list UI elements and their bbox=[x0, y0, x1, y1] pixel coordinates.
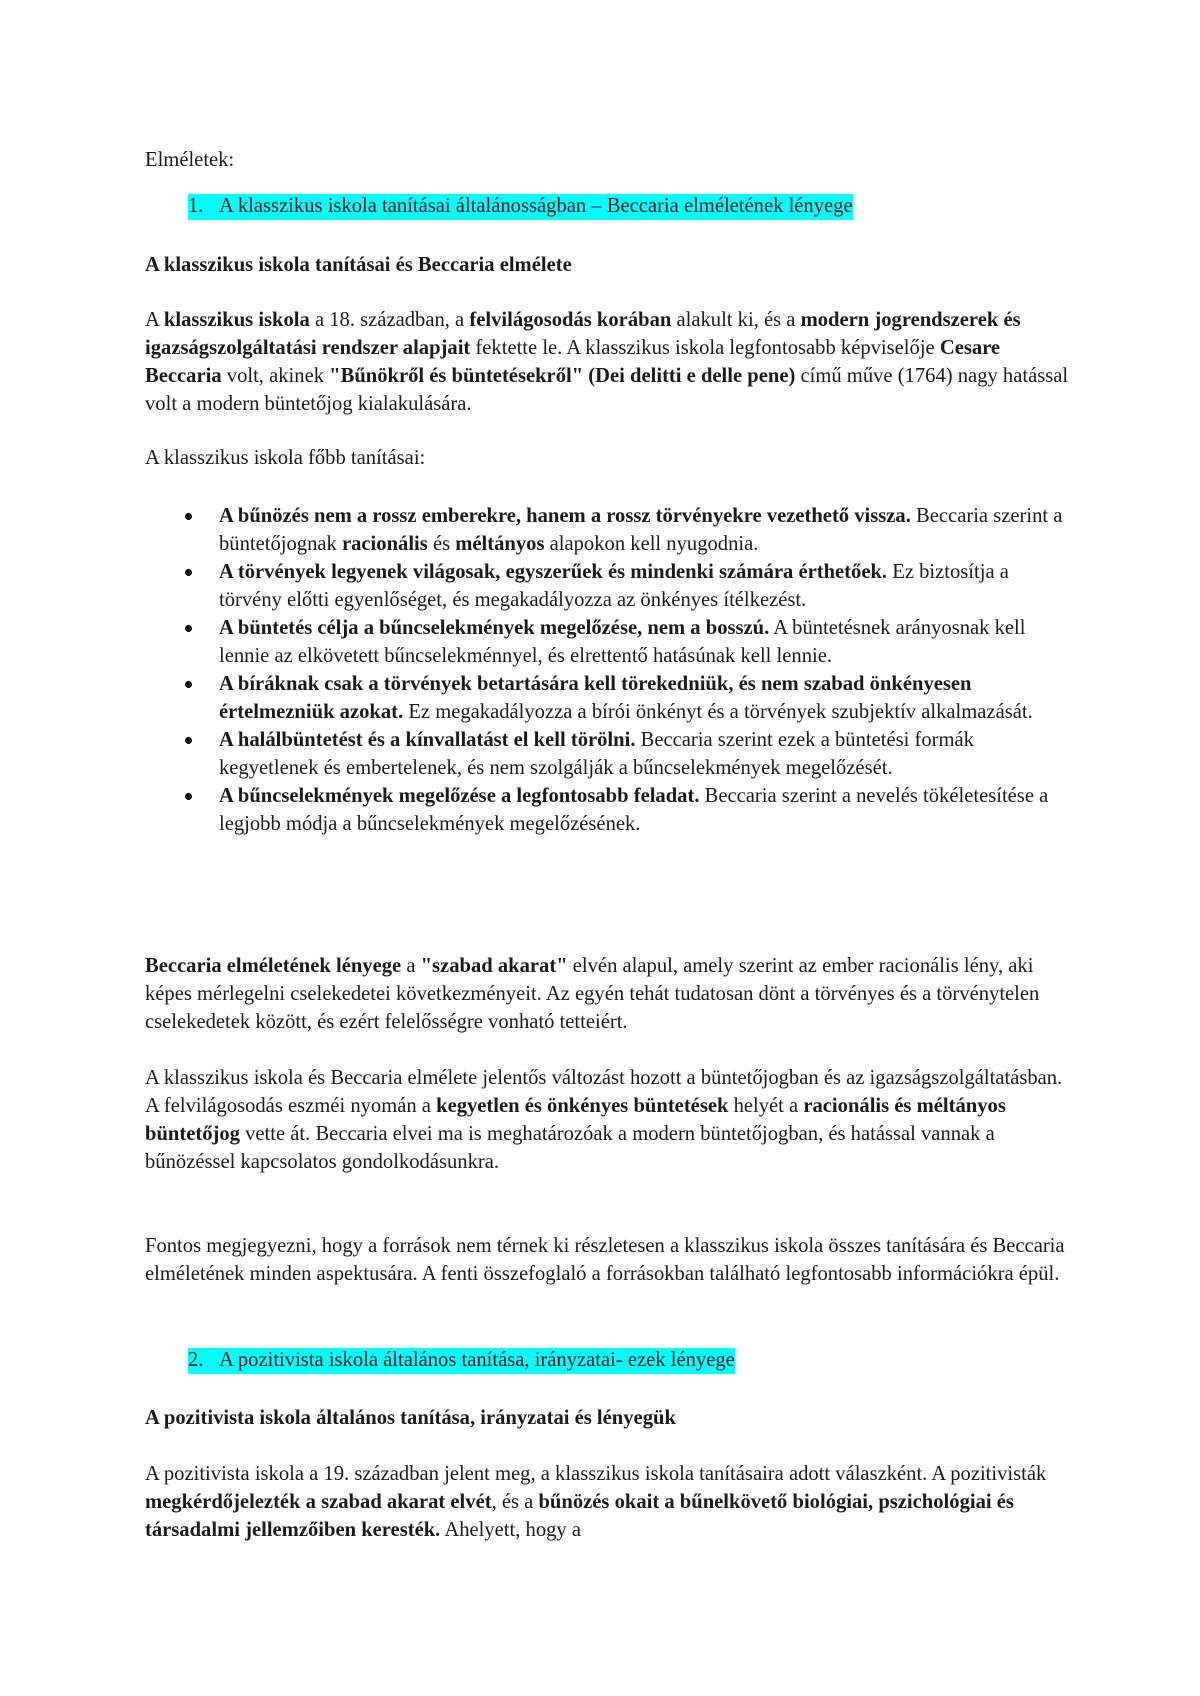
bullet-icon bbox=[185, 737, 192, 744]
list-item: A halálbüntetést és a kínvallatást el kell törölni. Beccaria szerint ezek a büntetési formák kegyetlenek és embertelenek, és nem szolgálják a bűncselekmények megelőzését. bbox=[145, 726, 1075, 782]
section-heading-1: A klasszikus iskola tanításai és Beccaria elmélete bbox=[145, 254, 572, 276]
paragraph-4: A klasszikus iskola és Beccaria elmélete jelentős változást hozott a büntetőjogban és az igazságszolgáltatásban. A felvilágosodás eszméi nyomán a kegyetlen és önkényes büntetések helyét a racionális és méltányos büntetőjog vette át. Beccaria elvei ma is meghatározóak a modern büntetőjogban, és hatással vannak a bűnözéssel kapcsolatos gondolkodásunkra. bbox=[145, 1067, 1063, 1173]
bullet-icon bbox=[185, 681, 192, 688]
list-item-1-number: 1. bbox=[188, 195, 204, 217]
bullet-icon bbox=[185, 513, 192, 520]
list-item-1-title: A klasszikus iskola tanításai általánosságban – Beccaria elméletének lényege bbox=[219, 195, 853, 217]
paragraph-6: A pozitivista iskola a 19. században jelent meg, a klasszikus iskola tanításaira adott válaszként. A pozitivisták megkérdőjelezték a szabad akarat elvét, és a bűnözés okait a bűnelkövető biológiai, pszichológiai és társadalmi jellemzőiben keresték. Ahelyett, hogy a bbox=[145, 1463, 1047, 1541]
bullet-icon bbox=[185, 569, 192, 576]
bullet-list bbox=[145, 502, 1075, 838]
paragraph-5: Fontos megjegyezni, hogy a források nem térnek ki részletesen a klasszikus iskola összes tanítására és Beccaria elméletének minden aspektusára. A fenti összefoglaló a forrásokban található legfontosabb információkra épül. bbox=[145, 1235, 1065, 1285]
list-item-1-heading bbox=[188, 192, 853, 220]
list-item-2-heading bbox=[188, 1346, 735, 1374]
list-item: A bűnözés nem a rossz emberekre, hanem a rossz törvényekre vezethető vissza. Beccaria szerint a büntetőjognak racionális és méltányos alapokon kell nyugodnia. bbox=[145, 502, 1075, 558]
list-item: A büntetés célja a bűncselekmények megelőzése, nem a bosszú. A büntetésnek arányosnak kell lennie az elkövetett bűncselekménnyel, és elrettentő hatásúnak kell lennie. bbox=[145, 614, 1075, 670]
bullet-icon bbox=[185, 625, 192, 632]
paragraph-2: A klasszikus iskola főbb tanításai: bbox=[145, 447, 426, 469]
list-item: A bűncselekmények megelőzése a legfontosabb feladat. Beccaria szerint a nevelés tökéletesítése a legjobb módja a bűncselekmények megelőzésének. bbox=[145, 782, 1075, 838]
list-item-2-number: 2. bbox=[188, 1349, 204, 1371]
section-title: Elméletek: bbox=[145, 149, 235, 171]
list-item-2-title: A pozitivista iskola általános tanítása, irányzatai- ezek lényege bbox=[219, 1349, 735, 1371]
list-item: A törvények legyenek világosak, egyszerűek és mindenki számára érthetőek. Ez biztosítja a törvény előtti egyenlőséget, és megakadályozza az önkényes ítélkezést. bbox=[145, 558, 1075, 614]
section-heading-2: A pozitivista iskola általános tanítása, irányzatai és lényegük bbox=[145, 1407, 676, 1429]
bullet-icon bbox=[185, 793, 192, 800]
paragraph-3: Beccaria elméletének lényege a "szabad akarat" elvén alapul, amely szerint az ember racionális lény, aki képes mérlegelni cselekedetei következményeit. Az egyén tehát tudatosan dönt a törvényes és a törvénytelen cselekedetek között, és ezért felelősségre vonható tetteiért. bbox=[145, 955, 1040, 1033]
list-item: A bíráknak csak a törvények betartására kell törekedniük, és nem szabad önkényesen értelmezniük azokat. Ez megakadályozza a bírói önkényt és a törvények szubjektív alkalmazását. bbox=[145, 670, 1075, 726]
paragraph-1: A klasszikus iskola a 18. században, a felvilágosodás korában alakult ki, és a modern jogrendszerek és igazságszolgáltatási rendszer alapjait fektette le. A klasszikus iskola legfontosabb képviselője Cesare Beccaria volt, akinek "Bűnökről és büntetésekről" (Dei delitti e delle pene) című műve (1764) nagy hatással volt a modern büntetőjog kialakulására. bbox=[145, 309, 1069, 415]
